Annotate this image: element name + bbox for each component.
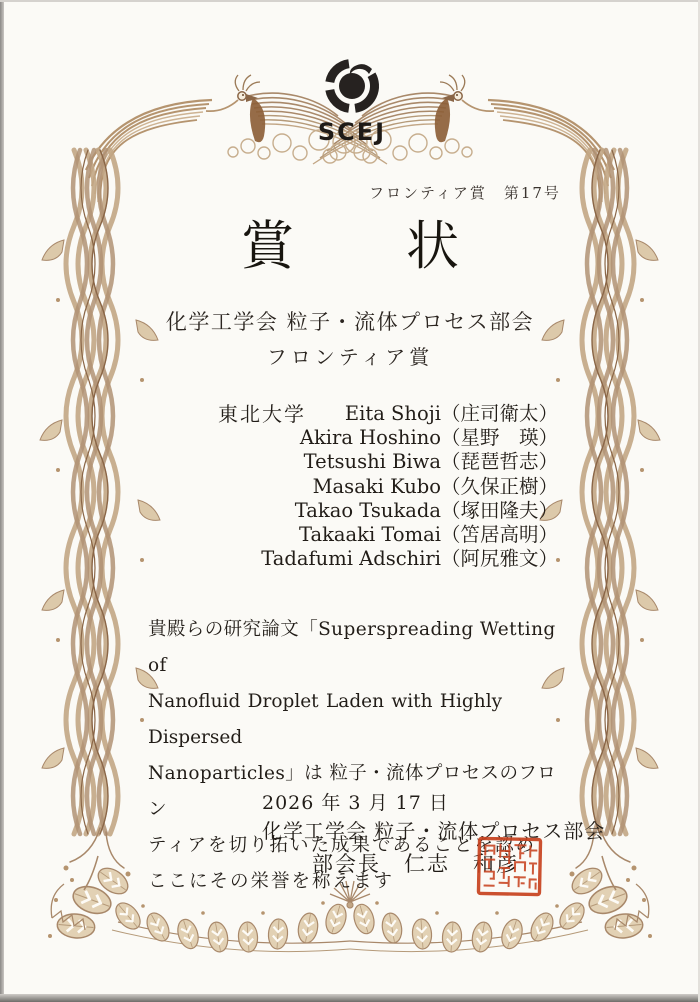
chairman-red-seal <box>476 836 542 896</box>
body-line: Nanoparticles」は 粒子・流体プロセスのフロン <box>148 763 557 820</box>
awardee-name: Takao Tsukada（塚田隆夫） <box>294 498 558 522</box>
certificate-title <box>0 218 700 276</box>
body-line: Nanofluid Droplet Laden with Highly Dispersed <box>148 691 503 748</box>
recipient-affiliation: 東北大学 <box>218 402 306 426</box>
award-name: フロンティア賞 <box>266 345 434 369</box>
title-char-2: 状 <box>406 216 459 277</box>
scan-edge-bottom <box>0 994 700 1002</box>
body-line: ここにその栄誉を称えます <box>148 871 395 892</box>
awardee-name: Takaaki Tomai（笘居高明） <box>298 523 558 547</box>
body-line: 貴殿らの研究論文「Superspreading Wetting of <box>148 619 556 676</box>
awardee-name: Masaki Kubo（久保正樹） <box>312 474 558 498</box>
scej-circle-mark-icon <box>312 56 392 118</box>
recipients-block <box>218 402 558 571</box>
scej-logo <box>312 56 392 144</box>
awardee-name: Tadafumi Adschiri（阿尻雅文） <box>261 547 558 571</box>
awardee-name: Tetsushi Biwa（琵琶哲志） <box>303 450 558 474</box>
award-number: フロンティア賞 第17号 <box>369 184 561 202</box>
issuing-organization: 化学工学会 粒子・流体プロセス部会 <box>262 819 606 843</box>
awardee-name: Eita Shoji（庄司衛太） <box>344 402 558 425</box>
award-date: 2026 年 3 月 17 日 <box>262 792 449 814</box>
title-char-1: 賞 <box>241 216 294 277</box>
body-line: ティアを切り拓いた成果であることを認め <box>148 835 537 856</box>
awardee-name: Akira Hoshino（星野 瑛） <box>299 426 558 450</box>
scan-edge-top <box>0 0 700 2</box>
scej-logo-text: SCEJ <box>317 118 387 146</box>
signer-name: 部会長 仁志 和彦 <box>312 852 519 876</box>
award-division: 化学工学会 粒子・流体プロセス部会 <box>165 310 535 334</box>
scan-edge-left <box>0 0 4 1002</box>
